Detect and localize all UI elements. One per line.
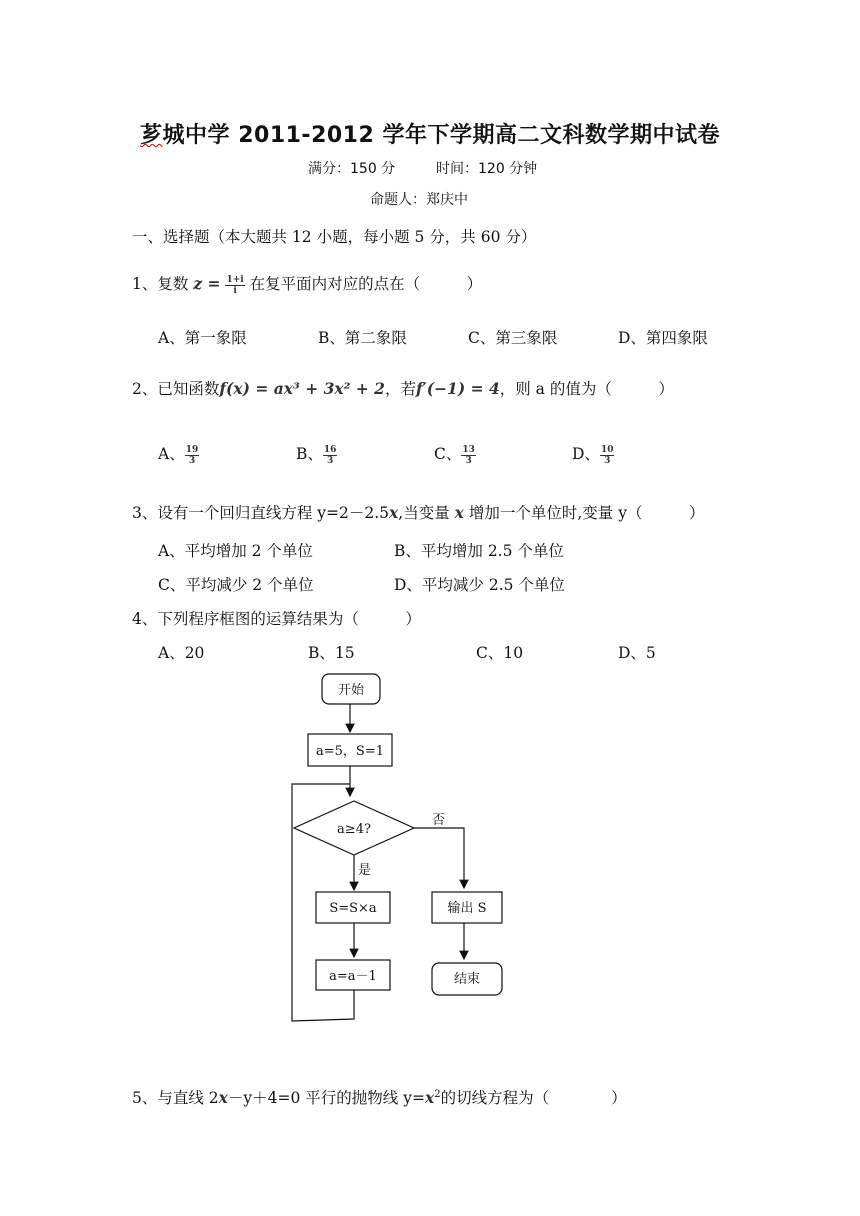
flow-no-label: 否 — [432, 813, 446, 828]
q5-x1: x — [218, 1088, 228, 1107]
q5-text-a: 5、与直线 2 — [132, 1089, 219, 1107]
q4-option-a: A、20 — [158, 644, 205, 662]
flowchart — [280, 660, 530, 1040]
q2-c-num: 13 — [462, 444, 475, 455]
q2-a-frac — [185, 445, 200, 466]
section-heading: 一、选择题（本大题共 12 小题，每小题 5 分，共 60 分） — [132, 228, 537, 246]
q1-pre: 1、复数 — [132, 275, 189, 293]
q2-a-label: A、 — [158, 445, 185, 463]
q1-math-z: z = — [193, 274, 221, 293]
q5-x2: x — [424, 1088, 435, 1107]
score-info: 满分：150 分 — [308, 161, 396, 177]
q1-post: 在复平面内对应的点在（ ） — [249, 275, 483, 293]
q2-post: ，则 a 的值为（ ） — [499, 380, 674, 398]
q2-d-frac — [600, 445, 615, 466]
q2-a-den: 3 — [188, 455, 196, 466]
flow-mult-label: S=S×a — [329, 901, 377, 916]
question-5 — [132, 1086, 627, 1108]
question-1 — [132, 272, 482, 296]
q1-frac-den: i — [233, 285, 237, 296]
flow-output-label: 输出 S — [447, 901, 487, 916]
q3-option-d: D、平均减少 2.5 个单位 — [394, 576, 565, 594]
time-info: 时间：120 分钟 — [436, 161, 538, 177]
author-info: 命题人：郑庆中 — [370, 192, 468, 208]
q2-mid: ，若 — [384, 380, 416, 398]
flow-end-label: 结束 — [453, 972, 481, 987]
flow-dec-label: a=a－1 — [329, 969, 377, 984]
q1-frac-num: 1+i — [226, 274, 244, 285]
flow-yes-label: 是 — [358, 863, 372, 878]
flow-start-label: 开始 — [337, 683, 365, 698]
q2-option-a — [158, 442, 199, 466]
q2-fx: f(x) = ax³ + 3x² + 2 — [219, 379, 385, 398]
q1-option-b: B、第二象限 — [318, 329, 407, 347]
q2-b-frac — [323, 445, 338, 466]
q2-d-label: D、 — [572, 445, 600, 463]
q1-option-d: D、第四象限 — [618, 329, 708, 347]
q3-option-b: B、平均增加 2.5 个单位 — [394, 542, 564, 560]
q2-b-den: 3 — [327, 455, 334, 466]
q3-option-a: A、平均增加 2 个单位 — [158, 542, 313, 560]
q1-fraction — [225, 275, 244, 296]
q4-option-c: C、10 — [476, 644, 524, 662]
q2-d-num: 10 — [600, 444, 614, 455]
q5-sup: 2 — [434, 1088, 441, 1100]
question-2 — [132, 377, 674, 399]
q2-option-d — [572, 442, 614, 466]
q2-c-frac — [461, 445, 476, 466]
q3-x1: x — [389, 503, 399, 522]
flow-init-label: a=5，S=1 — [316, 744, 384, 759]
q3-text-a: 3、设有一个回归直线方程 y=2－2.5 — [132, 504, 390, 522]
question-3 — [132, 501, 704, 523]
q2-cond: f′(−1) = 4 — [415, 379, 500, 398]
q2-d-den: 3 — [604, 455, 611, 466]
q5-text-b: －y＋4=0 平行的抛物线 y= — [227, 1089, 425, 1107]
q2-pre: 2、已知函数 — [132, 380, 220, 398]
q2-c-den: 3 — [465, 455, 472, 466]
q2-c-label: C、 — [434, 445, 462, 463]
q4-option-d: D、5 — [618, 644, 656, 662]
q3-option-c: C、平均减少 2 个单位 — [158, 576, 314, 594]
q2-a-num: 19 — [185, 444, 199, 455]
q3-x2: x — [454, 503, 464, 522]
flow-condition-label: a≥4? — [337, 822, 371, 837]
q1-option-c: C、第三象限 — [468, 329, 558, 347]
q2-option-c — [434, 442, 476, 466]
q2-b-label: B、 — [296, 445, 323, 463]
q3-text-c: 增加一个单位时,变量 y（ ） — [468, 504, 705, 522]
q1-option-a: A、第一象限 — [158, 329, 247, 347]
q2-b-num: 16 — [323, 444, 337, 455]
title-rest: 城中学 2011-2012 学年下学期高二文科数学期中试卷 — [162, 123, 720, 148]
q4-option-b: B、15 — [308, 644, 355, 662]
q3-text-b: ,当变量 — [398, 504, 450, 522]
q2-option-b — [296, 442, 337, 466]
q5-text-c: 的切线方程为（ ） — [440, 1089, 627, 1107]
exam-title — [0, 118, 860, 149]
question-4: 4、下列程序框图的运算结果为（ ） — [132, 610, 421, 628]
title-school-char: 芗 — [140, 123, 163, 148]
